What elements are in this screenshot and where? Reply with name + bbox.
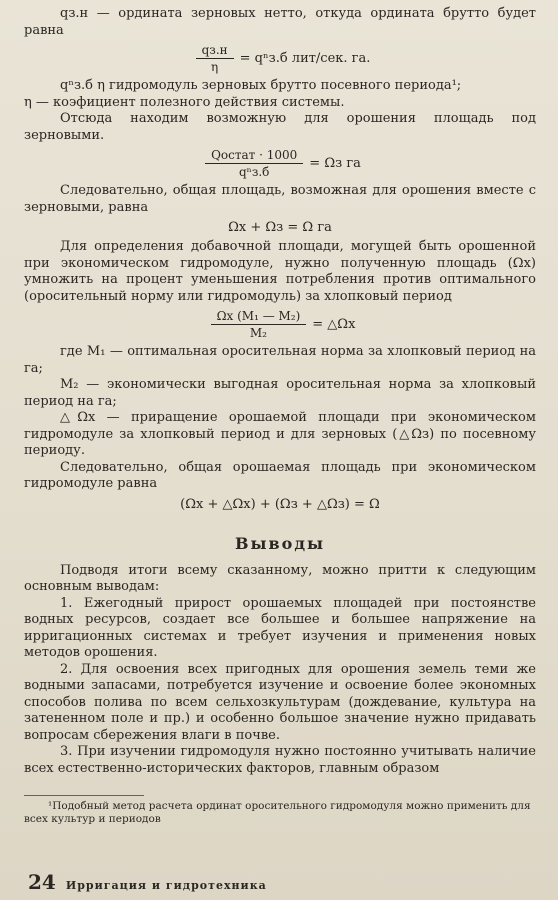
text-line: где M₁ — оптимальная оросительная норма за хлопковый период на га; (24, 344, 536, 376)
formula-3: Ωх + Ωз = Ω га (228, 220, 332, 235)
text-line: 2. Для освоения всех пригодных для орошения земель теми же водными запасами, потребуется изучение и освоение более экономных способов полива по всем сельхозкультурам (дождевание, культура на затененном поле и пр.) и особенно большое значение нужно придавать вопросам сбережения влаги в почве. (24, 661, 536, 743)
text-line: Следовательно, общая орошаемая площадь при экономическом гидромодуле равна (24, 459, 536, 491)
text-line: Для определения добавочной площади, могущей быть орошенной при экономическом гидромодуле, нужно полученную площадь (Ωх) умножить на процент уменьшения потребления против оптимального (оросительный норму или гидромодуль) за хлопковый период (24, 239, 536, 304)
formula-1-rhs: = qⁿз.б лит/сек. га. (239, 51, 371, 66)
footnote-divider (24, 795, 144, 796)
formula-2-rhs: = Ωз га (309, 156, 361, 171)
formula-1-denominator: η (211, 60, 219, 74)
formula-4 (24, 309, 536, 340)
journal-title: Ирригация и гидротехника (65, 879, 267, 892)
formula-4-numerator: Ωх (M₁ — M₂) (211, 309, 307, 325)
formula-4-rhs: = △Ωх (312, 317, 356, 332)
formula-5: (Ωх + △Ωх) + (Ωз + △Ωз) = Ω (180, 496, 380, 512)
text-line: qⁿз.б η гидромодуль зерновых брутто посевного периода¹; (60, 78, 462, 93)
formula-1-numerator: qз.н (196, 43, 234, 59)
text-line: Следовательно, общая площадь, возможная для орошения вместе с зерновыми, равна (24, 183, 536, 215)
text-line: η — коэфициент полезного действия системы. (24, 94, 345, 110)
text-line: 3. При изучении гидромодуля нужно постоянно учитывать наличие всех естественно-исторических факторов, главным образом (24, 744, 536, 776)
formula-2-numerator: Qостат · 1000 (205, 148, 303, 164)
text-line: M₂ — экономически выгодная оросительная норма за хлопковый период на га; (24, 377, 536, 409)
section-heading: Выводы (234, 533, 326, 553)
page-footer (28, 870, 267, 894)
text-line: Отсюда находим возможную для орошения площадь под зерновыми. (24, 111, 536, 143)
formula-2 (24, 148, 536, 179)
text-line: △Ωх — приращение орошаемой площади при экономическом гидромодуле за хлопковый период и для зерновых (△Ωз) по посевному периоду. (24, 410, 536, 458)
formula-4-denominator: M₂ (249, 326, 267, 340)
text-line: qз.н — ордината зерновых нетто, откуда ордината брутто будет равна (24, 6, 536, 38)
footnote: ¹Подобный метод расчета ординат оросительного гидромодуля можно применить для всех культур и периодов (24, 800, 531, 825)
formula-2-denominator: qⁿз.б (238, 165, 270, 179)
text-line: Подводя итоги всему сказанному, можно притти к следующим основным выводам: (24, 562, 536, 594)
formula-1 (24, 43, 536, 74)
text-line: 1. Ежегодный прирост орошаемых площадей при постоянстве водных ресурсов, создает все большее и большее напряжение на ирригационных системах и требует изучения и применения новых методов орошения. (24, 595, 536, 660)
page-number: 24 (28, 870, 56, 894)
